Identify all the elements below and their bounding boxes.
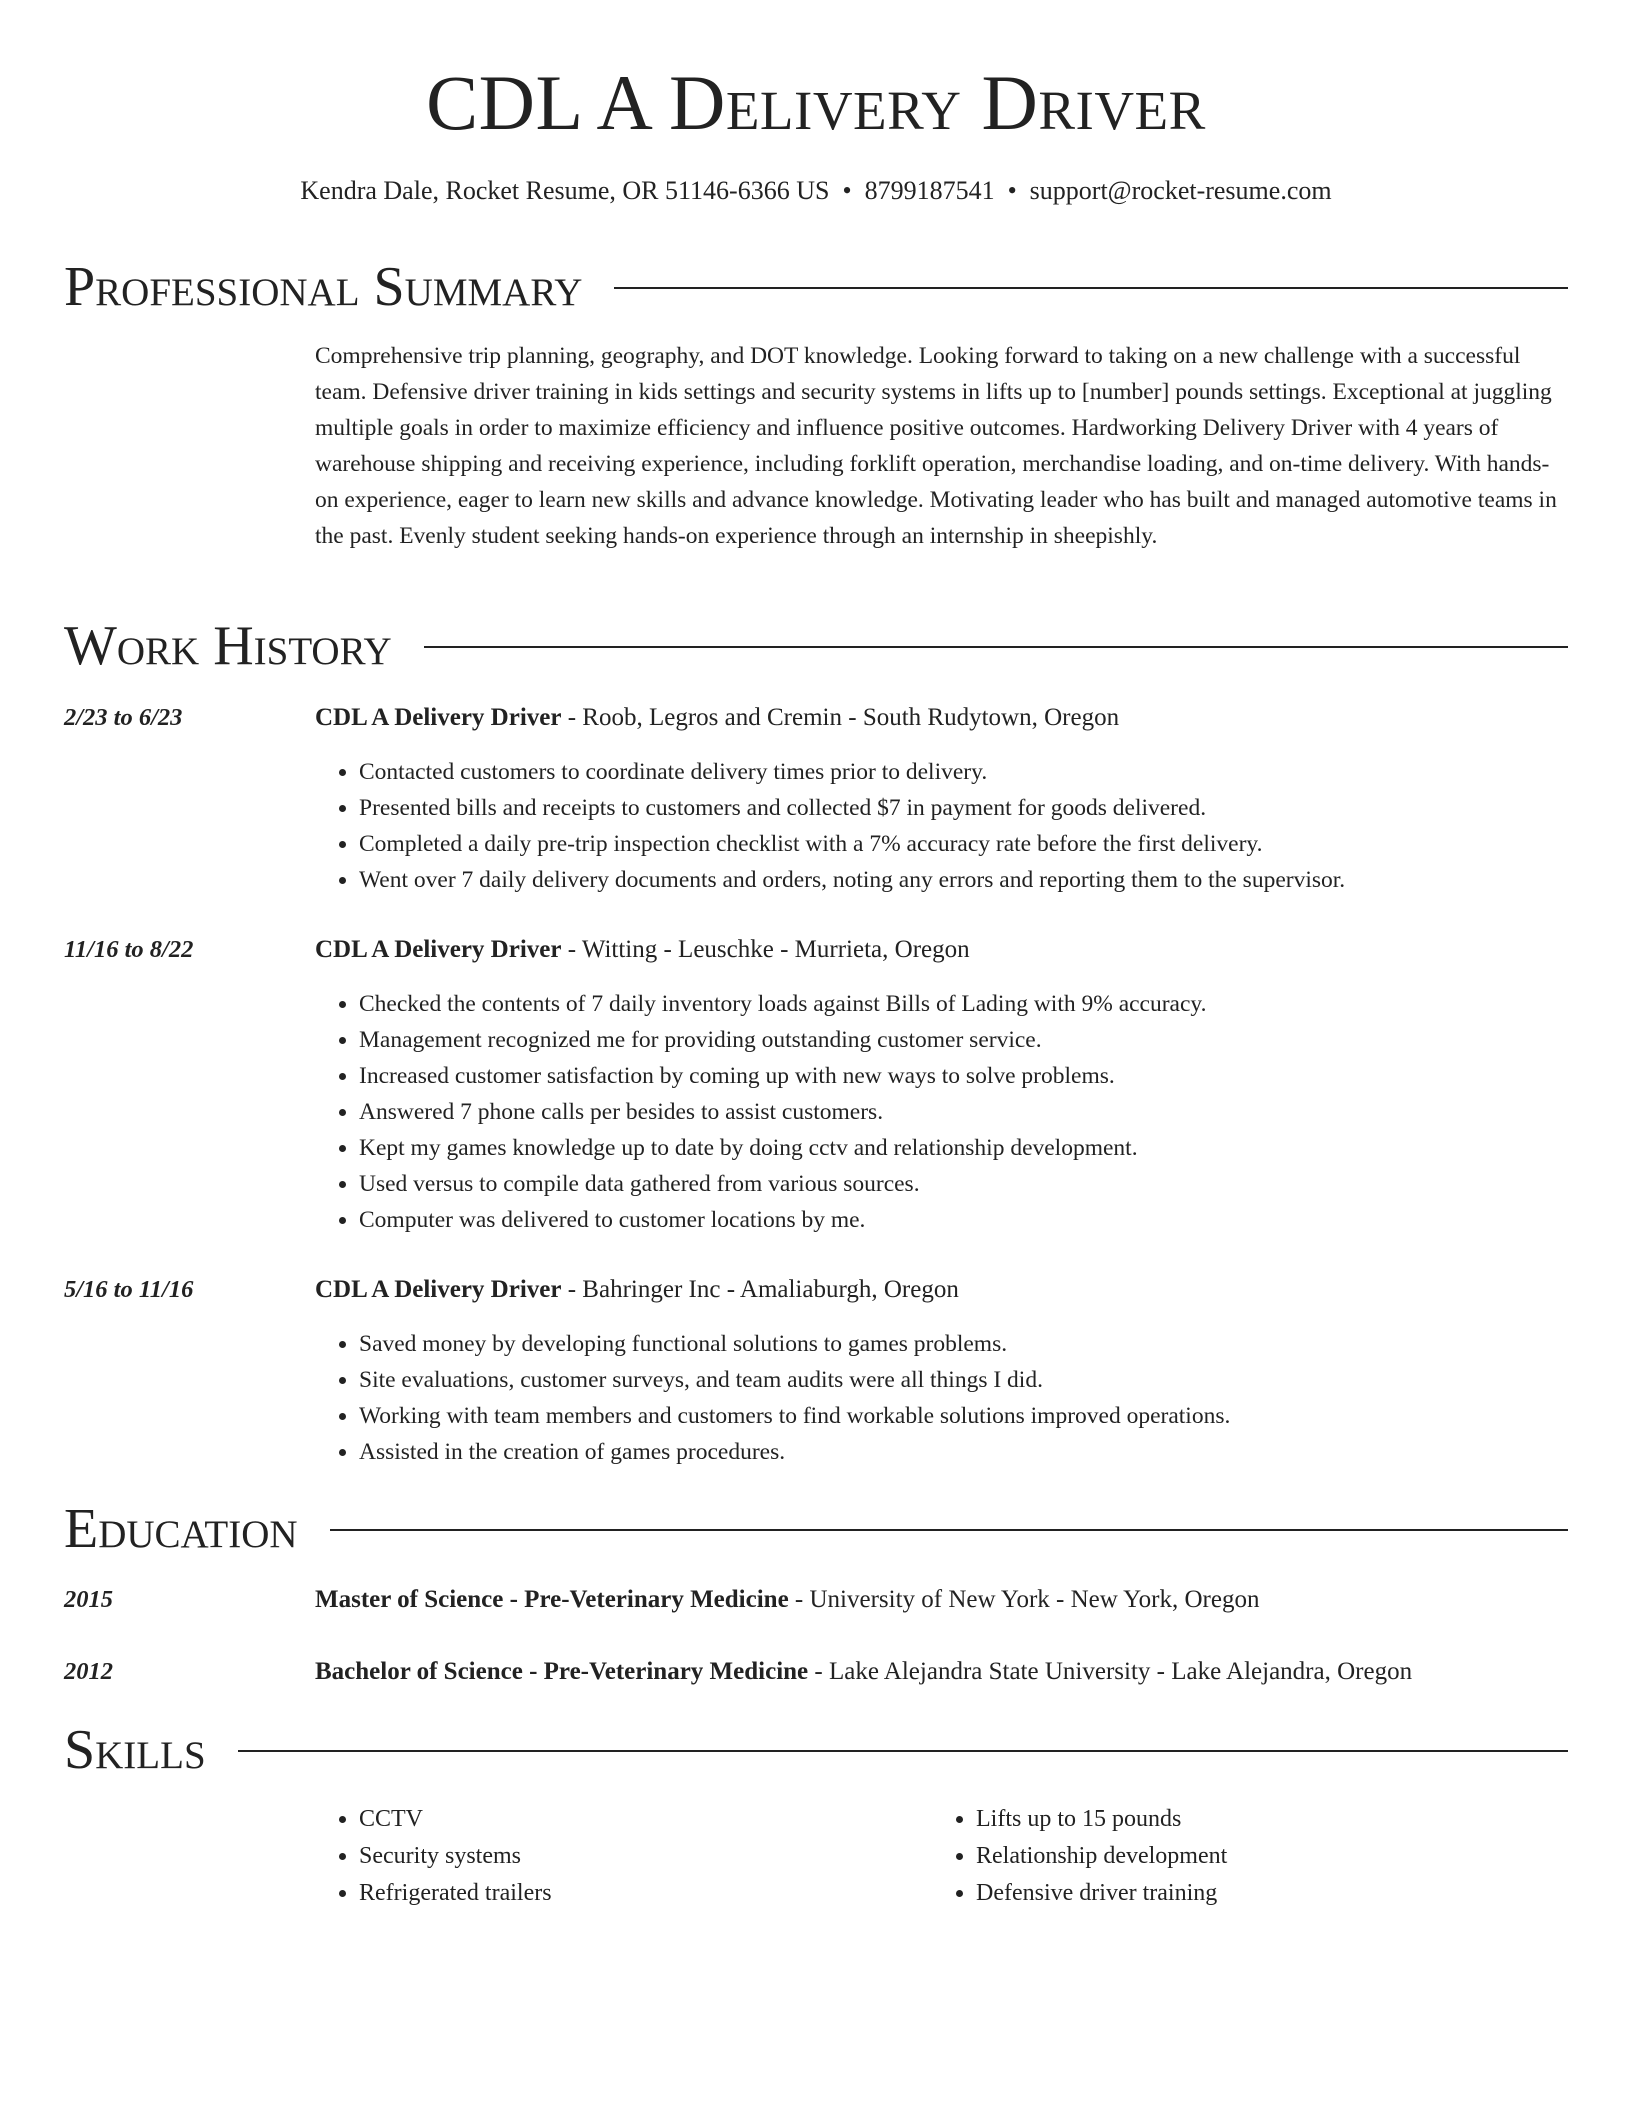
section-divider [424,646,1568,648]
education-section-heading [64,1494,1568,1564]
summary-section-heading [64,252,1568,322]
section-title: Work History [64,615,392,677]
job-bullet: • Saved money by developing functional solutions to games problems. [359,1326,1612,1362]
job-bullet: • Increased customer satisfaction by coming up with new ways to solve problems. [359,1058,1612,1094]
job-title: CDL A Delivery Driver [315,704,562,731]
job-bullets [315,986,1612,1238]
job-bullet: • Used versus to compile data gathered from various sources. [359,1166,1612,1202]
job-title: CDL A Delivery Driver [315,936,562,963]
job-bullet: • Working with team members and customers to find workable solutions improved operations. [359,1398,1612,1434]
work-history-section-heading [64,611,1568,681]
job-bullet: • Computer was delivered to customer locations by me. [359,1202,1612,1238]
job-bullet: • Contacted customers to coordinate delivery times prior to delivery. [359,754,1612,790]
skill-item: • Refrigerated trailers [359,1875,919,1912]
skill-item: • Lifts up to 15 pounds [976,1801,1536,1838]
job-title: CDL A Delivery Driver [315,1276,562,1303]
job-dates: 2/23 to 6/23 [64,704,183,731]
job-heading [315,1272,1568,1308]
education-heading [315,1654,1568,1690]
job-bullet: • Presented bills and receipts to customers and collected $7 in payment for goods delivered. [359,790,1612,826]
job-bullet: • Answered 7 phone calls per besides to assist customers. [359,1094,1612,1130]
job-details: - Roob, Legros and Cremin - South Rudytown, Oregon [561,704,1120,731]
skill-item: • Relationship development [976,1838,1536,1875]
job-bullet: • Management recognized me for providing outstanding customer service. [359,1022,1612,1058]
education-year: 2012 [64,1658,113,1685]
contact-email: support@rocket-resume.com [1029,176,1332,205]
job-heading [315,700,1568,736]
job-details: - Bahringer Inc - Amaliaburgh, Oregon [561,1276,959,1303]
skill-item: • Security systems [359,1838,919,1875]
job-bullet: • Completed a daily pre-trip inspection checklist with a 7% accuracy rate before the first delivery. [359,826,1612,862]
section-title: Education [64,1498,298,1560]
job-bullets [315,754,1612,898]
contact-address: Kendra Dale, Rocket Resume, OR 51146-6366 US [300,176,830,205]
skill-item: • Defensive driver training [976,1875,1536,1912]
contact-phone: 8799187541 [864,176,995,205]
education-details: - Lake Alejandra State University - Lake Alejandra, Oregon [808,1658,1413,1685]
contact-separator: • [842,176,852,205]
resume-title: CDL A Delivery Driver [426,59,1206,146]
skills-list-right [932,1801,1536,1912]
education-heading [315,1582,1568,1618]
section-divider [238,1750,1568,1752]
skill-item: • CCTV [359,1801,919,1838]
job-bullet: • Checked the contents of 7 daily inventory loads against Bills of Lading with 9% accuracy. [359,986,1612,1022]
job-dates: 5/16 to 11/16 [64,1276,194,1303]
contact-separator: • [1007,176,1017,205]
job-bullet: • Kept my games knowledge up to date by doing cctv and relationship development. [359,1130,1612,1166]
degree-title: Bachelor of Science - Pre-Veterinary Medicine [315,1658,809,1685]
job-dates: 11/16 to 8/22 [64,936,194,963]
job-bullet: • Assisted in the creation of games procedures. [359,1434,1612,1470]
education-details: - University of New York - New York, Oregon [788,1586,1260,1613]
section-title: Skills [64,1719,206,1781]
degree-title: Master of Science - Pre-Veterinary Medicine [315,1586,789,1613]
section-title: Professional Summary [64,256,583,318]
contact-line [64,174,1568,208]
section-divider [330,1529,1568,1531]
skills-list-left [315,1801,919,1912]
job-details: - Witting - Leuschke - Murrieta, Oregon [561,936,970,963]
job-bullet: • Went over 7 daily delivery documents and orders, noting any errors and reporting them to the supervisor. [359,862,1612,898]
job-heading [315,932,1568,968]
job-bullets [315,1326,1612,1470]
education-year: 2015 [64,1586,113,1613]
skills-section-heading [64,1715,1568,1785]
section-divider [614,287,1568,289]
job-bullet: • Site evaluations, customer surveys, and team audits were all things I did. [359,1362,1612,1398]
summary-text: Comprehensive trip planning, geography, and DOT knowledge. Looking forward to taking on a new challenge with a successful team. Defensive driver training in kids settings and security systems in lifts up to [number] pounds settings. Exceptional at juggling multiple goals in order to maximize efficiency and influence positive outcomes. Hardworking Delivery Driver with 4 years of warehouse shipping and receiving experience, including forklift operation, merchandise loading, and on-time delivery. With hands-on experience, eager to learn new skills and advance knowledge. Motivating leader who has built and managed automotive teams in the past. Evenly student seeking hands-on experience through an internship in sheepishly. [315,343,1557,549]
